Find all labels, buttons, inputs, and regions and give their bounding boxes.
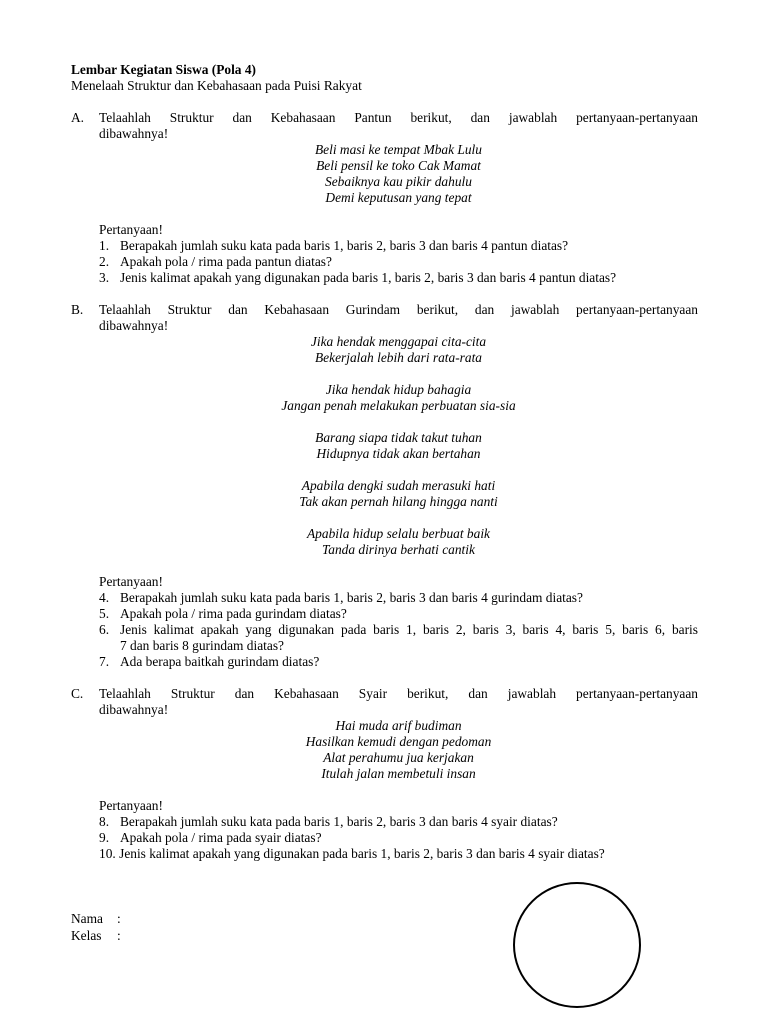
poem-line: Tak akan pernah hilang hingga nanti [299, 494, 498, 509]
syair-poem [99, 718, 698, 782]
question-number: 2. [99, 254, 110, 269]
question-text: Ada berapa baitkah gurindam diatas? [120, 654, 320, 669]
poem-stanza [99, 382, 698, 414]
section-instruction-cont: dibawahnya! [99, 126, 169, 141]
question-text: Berapakah jumlah suku kata pada baris 1, baris 2, baris 3 dan baris 4 pantun diatas? [120, 238, 569, 253]
questions-label: Pertanyaan! [99, 798, 163, 813]
question-number: 5. [99, 606, 110, 621]
poem-line: Hai muda arif budiman [335, 718, 462, 733]
field-colon: : [117, 928, 121, 943]
question-item [99, 606, 698, 622]
poem-stanza [99, 478, 698, 510]
question-text: Apakah pola / rima pada gurindam diatas? [120, 606, 347, 621]
question-text-cont: 7 dan baris 8 gurindam diatas? [120, 638, 284, 653]
poem-stanza [99, 142, 698, 206]
worksheet [71, 62, 698, 862]
nama-label: Nama [71, 911, 103, 926]
section-instruction: Telaahlah Struktur dan Kebahasaan Syair berikut, dan jawablah pertanyaan-pertanyaan [99, 686, 698, 701]
section-instruction-cont: dibawahnya! [99, 318, 169, 333]
photo-circle [513, 882, 641, 1008]
section-letter: A. [71, 110, 85, 125]
question-text: Apakah pola / rima pada pantun diatas? [120, 254, 332, 269]
question-text: Apakah pola / rima pada syair diatas? [120, 830, 322, 845]
question-number: 8. [99, 814, 110, 829]
poem-line: Beli masi ke tempat Mbak Lulu [315, 142, 482, 157]
gurindam-poem [99, 334, 698, 558]
kelas-label: Kelas [71, 928, 102, 943]
question-item [99, 654, 698, 670]
section-letter: C. [71, 686, 84, 701]
poem-stanza [99, 526, 698, 558]
question-number: 3. [99, 270, 110, 285]
worksheet-title: Lembar Kegiatan Siswa (Pola 4) [71, 62, 256, 77]
poem-line: Alat perahumu jua kerjakan [323, 750, 474, 765]
section-instruction: Telaahlah Struktur dan Kebahasaan Gurindam berikut, dan jawablah pertanyaan-pertanyaan [99, 302, 698, 317]
question-text: Jenis kalimat apakah yang digunakan pada baris 1, baris 2, baris 3, baris 4, baris 5, baris 6, baris [120, 622, 698, 637]
poem-line: Itulah jalan membetuli insan [321, 766, 476, 781]
field-colon: : [117, 911, 121, 926]
poem-line: Hidupnya tidak akan bertahan [316, 446, 481, 461]
poem-line: Jangan penah melakukan perbuatan sia-sia [281, 398, 516, 413]
question-text: Berapakah jumlah suku kata pada baris 1, baris 2, baris 3 dan baris 4 gurindam diatas? [120, 590, 583, 605]
worksheet-subtitle: Menelaah Struktur dan Kebahasaan pada Puisi Rakyat [71, 78, 362, 93]
question-text: Jenis kalimat apakah yang digunakan pada baris 1, baris 2, baris 3 dan baris 4 pantun diatas? [120, 270, 617, 285]
section-b [71, 302, 698, 670]
poem-line: Jika hendak hidup bahagia [325, 382, 472, 397]
question-text: Berapakah jumlah suku kata pada baris 1, baris 2, baris 3 dan baris 4 syair diatas? [120, 814, 558, 829]
poem-line: Barang siapa tidak takut tuhan [315, 430, 482, 445]
section-c [71, 686, 698, 862]
question-item [99, 238, 698, 254]
poem-line: Beli pensil ke toko Cak Mamat [316, 158, 481, 173]
kelas-field[interactable] [71, 928, 121, 944]
poem-stanza [99, 430, 698, 462]
poem-line: Tanda dirinya berhati cantik [322, 542, 475, 557]
questions-label: Pertanyaan! [99, 222, 163, 237]
question-number: 1. [99, 238, 110, 253]
question-number: 10. [99, 846, 116, 861]
question-item [99, 830, 698, 846]
question-item [99, 622, 698, 654]
question-item [99, 814, 698, 830]
question-number: 4. [99, 590, 110, 605]
question-text: Jenis kalimat apakah yang digunakan pada baris 1, baris 2, baris 3 dan baris 4 syair diatas? [119, 846, 605, 861]
question-list [99, 590, 698, 670]
poem-line: Sebaiknya kau pikir dahulu [325, 174, 472, 189]
poem-stanza [99, 334, 698, 366]
question-list [99, 814, 698, 862]
question-item [99, 254, 698, 270]
poem-line: Bekerjalah lebih dari rata-rata [315, 350, 482, 365]
section-a [71, 110, 698, 286]
question-item [99, 270, 698, 286]
poem-stanza [99, 718, 698, 782]
pantun-poem [99, 142, 698, 206]
section-letter: B. [71, 302, 84, 317]
question-item [99, 590, 698, 606]
question-number: 9. [99, 830, 110, 845]
poem-line: Demi keputusan yang tepat [325, 190, 472, 205]
question-list [99, 238, 698, 286]
poem-line: Apabila dengki sudah merasuki hati [301, 478, 496, 493]
poem-line: Jika hendak menggapai cita-cita [310, 334, 487, 349]
question-item [99, 846, 698, 862]
section-instruction: Telaahlah Struktur dan Kebahasaan Pantun berikut, dan jawablah pertanyaan-pertanyaan [99, 110, 698, 125]
question-number: 7. [99, 654, 110, 669]
questions-label: Pertanyaan! [99, 574, 163, 589]
section-instruction-cont: dibawahnya! [99, 702, 169, 717]
poem-line: Apabila hidup selalu berbuat baik [307, 526, 490, 541]
poem-line: Hasilkan kemudi dengan pedoman [305, 734, 492, 749]
nama-field[interactable] [71, 911, 121, 927]
question-number: 6. [99, 622, 110, 637]
